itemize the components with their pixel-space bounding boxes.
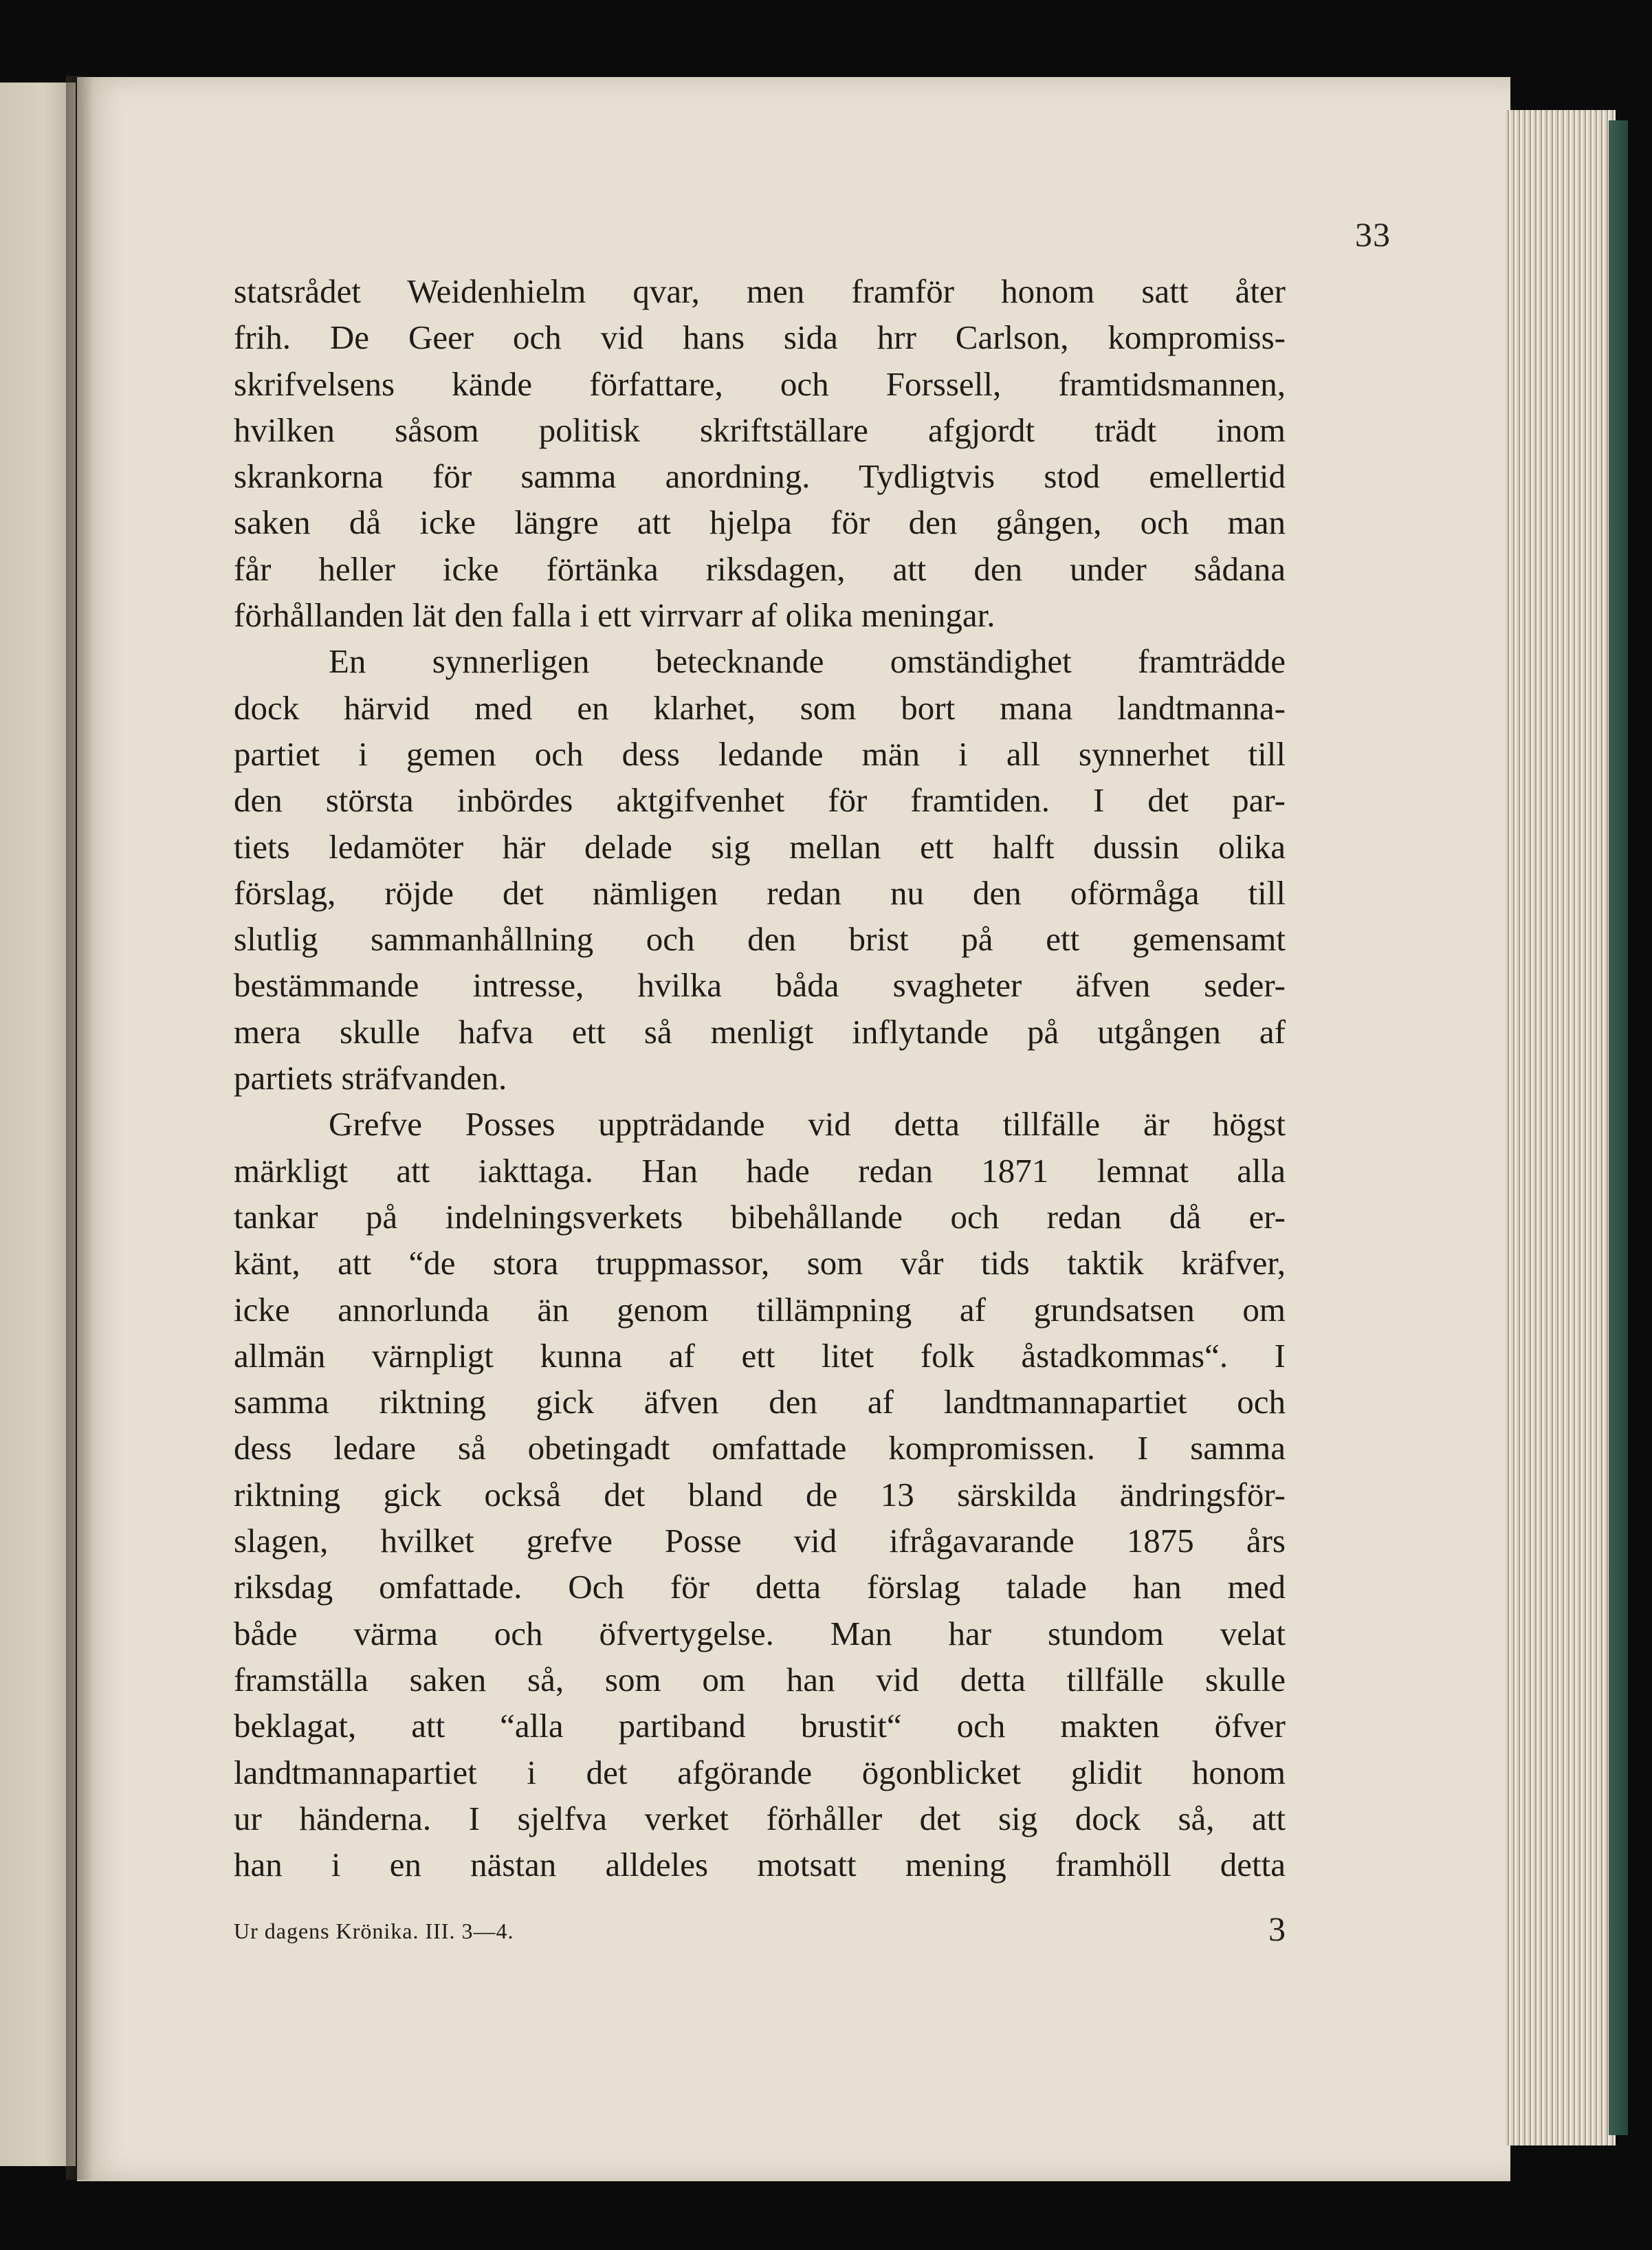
text-line: partiets sträfvanden. <box>234 1059 507 1097</box>
text-line: känt, att “de stora truppmassor, som vår tids taktik kräfver, <box>234 1244 1286 1282</box>
text-line: förslag, röjde det nämligen redan nu den oförmåga till <box>234 873 1286 912</box>
text-line: En synnerligen betecknande omständighet framträdde <box>329 642 1286 681</box>
text-line: mera skulle hafva ett så menligt inflytande på utgången af <box>234 1012 1286 1051</box>
text-line: tankar på indelningsverkets bibehållande och redan då er- <box>234 1197 1286 1236</box>
text-line: saken då icke längre att hjelpa för den gången, och man <box>234 503 1286 542</box>
text-line: frih. De Geer och vid hans sida hrr Carlson, kompromiss- <box>234 318 1286 357</box>
text-line: dock härvid med en klarhet, som bort mana landtmanna- <box>234 688 1286 727</box>
text-line: hvilken såsom politisk skriftställare afgjordt trädt inom <box>234 411 1286 449</box>
spine-shadow <box>66 76 93 2180</box>
text-line: märkligt att iakttaga. Han hade redan 1871 lemnat alla <box>234 1151 1286 1190</box>
book-cover-edge <box>1609 120 1628 2135</box>
text-line: tiets ledamöter här delade sig mellan ett halft dussin olika <box>234 827 1286 866</box>
text-line: landtmannapartiet i det afgörande ögonblicket glidit honom <box>234 1753 1286 1791</box>
sheet-number: 3 <box>1268 1910 1286 1948</box>
text-line: icke annorlunda än genom tillämpning af grundsatsen om <box>234 1290 1286 1329</box>
text-line: statsrådet Weidenhielm qvar, men framför honom satt åter <box>234 272 1286 310</box>
page-footer <box>234 1910 1286 1948</box>
text-line: riksdag omfattade. Och för detta förslag talade han med <box>234 1568 1286 1606</box>
text-line: ur händerna. I sjelfva verket förhåller det sig dock så, att <box>234 1799 1286 1837</box>
text-line: han i en nästan alldeles motsatt mening framhöll detta <box>234 1846 1286 1884</box>
text-line: allmän värnpligt kunna af ett litet folk åstadkommas“. I <box>234 1336 1286 1375</box>
text-line: slagen, hvilket grefve Posse vid ifrågavarande 1875 års <box>234 1522 1286 1560</box>
facing-page-edge <box>0 83 76 2166</box>
text-line: skrifvelsens kände författare, och Forssell, framtidsmannen, <box>234 364 1286 403</box>
page-block-edges <box>1506 110 1616 2145</box>
text-line: förhållanden lät den falla i ett virrvarr af olika meningar. <box>234 596 995 635</box>
text-line: får heller icke förtänka riksdagen, att den under sådana <box>234 549 1286 588</box>
page-number: 33 <box>1355 215 1391 254</box>
text-line: skrankorna för samma anordning. Tydligtvis stod emellertid <box>234 457 1286 496</box>
text-line: Grefve Posses uppträdande vid detta tillfälle är högst <box>329 1105 1286 1144</box>
printer-signature: Ur dagens Krönika. III. 3—4. <box>234 1919 514 1943</box>
body-text <box>234 268 1286 1888</box>
text-line: riktning gick också det bland de 13 särskilda ändringsför- <box>234 1475 1286 1514</box>
text-line: partiet i gemen och dess ledande män i all synnerhet till <box>234 734 1286 773</box>
text-line: både värma och öfvertygelse. Man har stundom velat <box>234 1614 1286 1652</box>
text-line: beklagat, att “alla partiband brustit“ och makten öfver <box>234 1707 1286 1745</box>
text-line: samma riktning gick äfven den af landtmannapartiet och <box>234 1383 1286 1421</box>
text-line: framställa saken så, som om han vid detta tillfälle skulle <box>234 1660 1286 1699</box>
text-line: den största inbördes aktgifvenhet för framtiden. I det par- <box>234 781 1286 820</box>
text-line: slutlig sammanhållning och den brist på ett gemensamt <box>234 920 1286 959</box>
text-line: dess ledare så obetingadt omfattade kompromissen. I samma <box>234 1429 1286 1467</box>
text-line: bestämmande intresse, hvilka båda svagheter äfven seder- <box>234 966 1286 1005</box>
